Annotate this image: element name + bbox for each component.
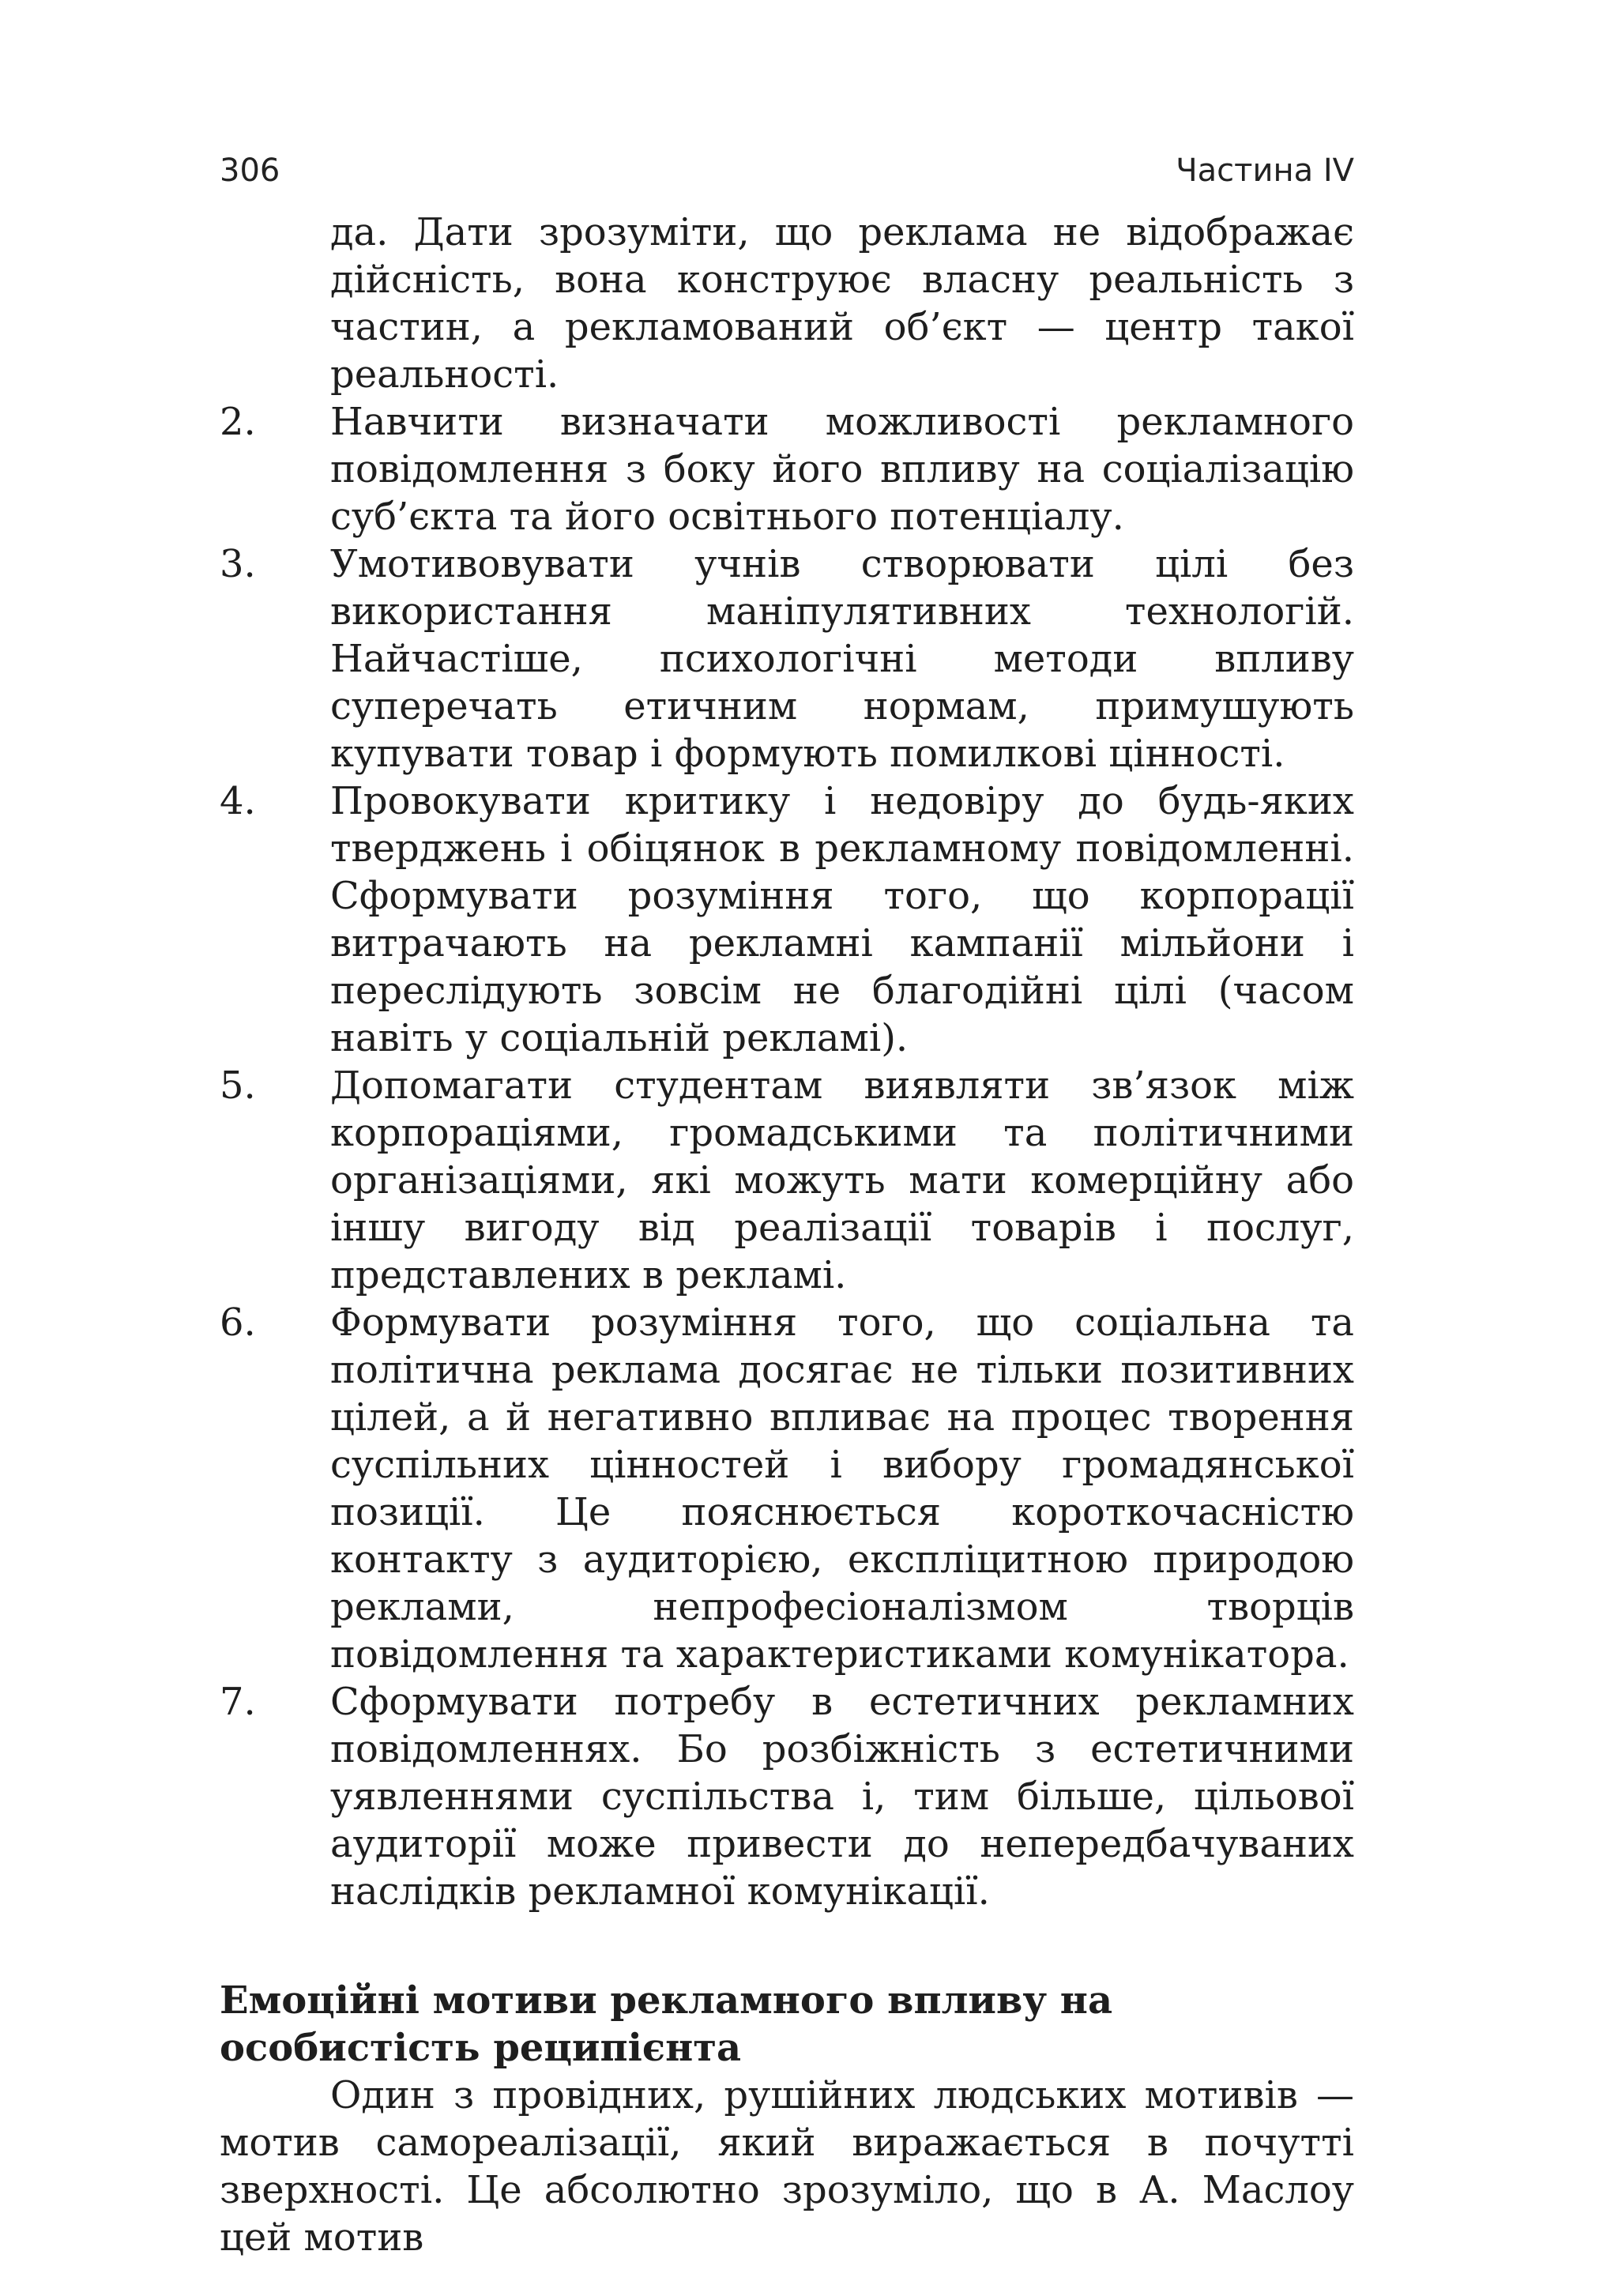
list-item-number: 5. — [220, 1063, 256, 1108]
page-header — [220, 147, 1354, 194]
list-item-text: Сформувати потребу в естетичних рекламних повідомленнях. Бо розбіжність з естетичними уявленнями суспільства і, тим більше, цільової аудиторії може привести до непередбачуваних наслідків рекламної комунікації. — [330, 1680, 1354, 1914]
part-label: Частина IV — [1176, 152, 1354, 189]
list-item-text: да. Дати зрозуміти, що реклама не відображає дійсність, вона конструює власну реальність з частин, а рекламований об’єкт — центр такої реальності. — [330, 210, 1354, 397]
list-item — [220, 1299, 1354, 1678]
page-body — [220, 209, 1354, 2261]
list-item-number: 4. — [220, 779, 256, 823]
list-item-number: 7. — [220, 1680, 256, 1724]
list-item-text: Формувати розуміння того, що соціальна та політична реклама досягає не тільки позитивних цілей, а й негативно впливає на процес творення суспільних цінностей і вибору громадянської позиції. Це пояснюється короткочасністю контакту з аудиторією, експліцитною природою реклами, непрофесіоналізмом творців повідомлення та характеристиками комунікатора. — [330, 1300, 1354, 1677]
list-item-number: 3. — [220, 542, 256, 586]
page-number: 306 — [220, 152, 280, 189]
section-heading: Емоційні мотиви рекламного впливу на особистість реципієнта — [220, 1978, 1113, 2070]
list-item — [220, 1062, 1354, 1299]
list-item-number: 6. — [220, 1300, 256, 1345]
list-item — [220, 398, 1354, 540]
list-item — [220, 540, 1354, 777]
list-item-number: 2. — [220, 400, 256, 444]
list-item-text: Провокувати критику і недовіру до будь-яких тверджень і обіцянок в рекламному повідомленні. Сформувати розуміння того, що корпорації витрачають на рекламні кампанії мільйони і переслідують зовсім не благодійні цілі (часом навіть у соціальній рекламі). — [330, 779, 1354, 1060]
list-item — [220, 777, 1354, 1062]
list-item-text: Навчити визначати можливості рекламного повідомлення з боку його впливу на соціалізацію суб’єкта та його освітнього потенціалу. — [330, 400, 1354, 539]
list-item-text: Умотивовувати учнів створювати цілі без використання маніпулятивних технологій. Найчастіше, психологічні методи впливу суперечать етичним нормам, примушують купувати товар і формують помилкові цінності. — [330, 542, 1354, 776]
list-item-text: Допомагати студентам виявляти зв’язок між корпораціями, громадськими та політичними організаціями, які можуть мати комерційну або іншу вигоду від реалізації товарів і послуг, представлених в рекламі. — [330, 1063, 1354, 1297]
body-paragraph: Один з провідних, рушійних людських мотивів — мотив самореалізації, який виражається в почутті зверхності. Це абсолютно зрозуміло, що в А. Маслоу цей мотив — [220, 2073, 1354, 2260]
list-item-continuation — [220, 209, 1354, 398]
list-item — [220, 1678, 1354, 1915]
